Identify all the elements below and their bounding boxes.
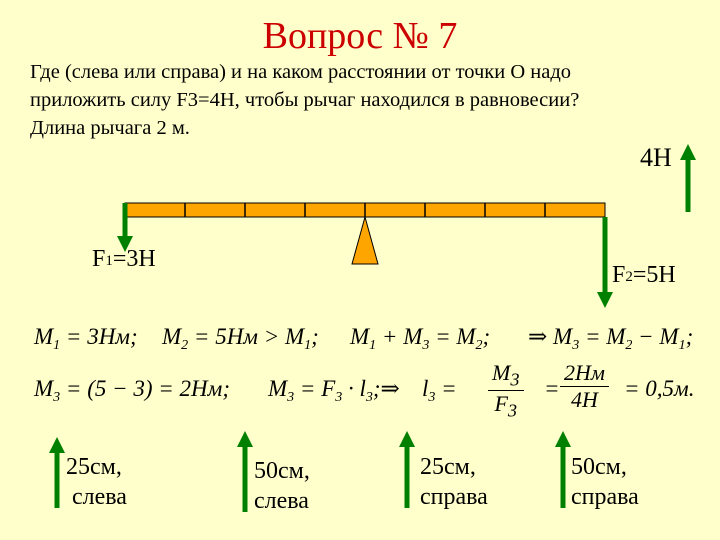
question-line-2: приложить силу F3=4Н, чтобы рычаг находился в равновесии?: [30, 89, 580, 111]
equation-m2: $M_2 = 5Нм > M_1$;: [162, 324, 319, 353]
f3-label: 4Н: [640, 143, 672, 172]
f1-label: $F_1=3Н$: [92, 246, 156, 272]
equation-equals: =: [544, 376, 560, 401]
equation-m3-value: $M_3 = (5 - 3) = 2Нм$;: [34, 376, 230, 405]
f2-label: $F_2=5Н$: [612, 262, 676, 288]
answer-option-4[interactable]: 50см, справа: [571, 454, 639, 510]
equation-l3: $l_3$ =: [422, 376, 457, 405]
equation-balance: $M_1 + M_3 = M_2$;: [350, 324, 491, 353]
equation-m1: $M_1 = 3Нм$;: [34, 324, 138, 353]
fraction-2nm-4n: 2Нм 4Н: [560, 360, 609, 413]
fraction-m3-f3: $\frac{M_3}{F_3}$: [488, 360, 524, 422]
answer-option-2[interactable]: 50см, слева: [254, 458, 310, 514]
pivot-triangle: [352, 217, 378, 264]
equation-m3-moment: $M_3 = F_3$ · $l_3;\Rightarrow$: [268, 376, 400, 405]
question-line-3: Длина рычага 2 м.: [30, 117, 190, 139]
slide-title: Вопрос № 7: [262, 15, 458, 57]
equation-m3-formula: ⇒ $M_3 = M_2 - M_1$;: [528, 324, 694, 353]
question-line-1: Где (слева или справа) и на каком расстоянии от точки О надо: [30, 61, 572, 83]
answer-option-1[interactable]: 25см, слева: [66, 454, 127, 510]
equation-result: = 0,5м.: [624, 376, 695, 401]
answer-option-3[interactable]: 25см, справа: [420, 454, 488, 510]
